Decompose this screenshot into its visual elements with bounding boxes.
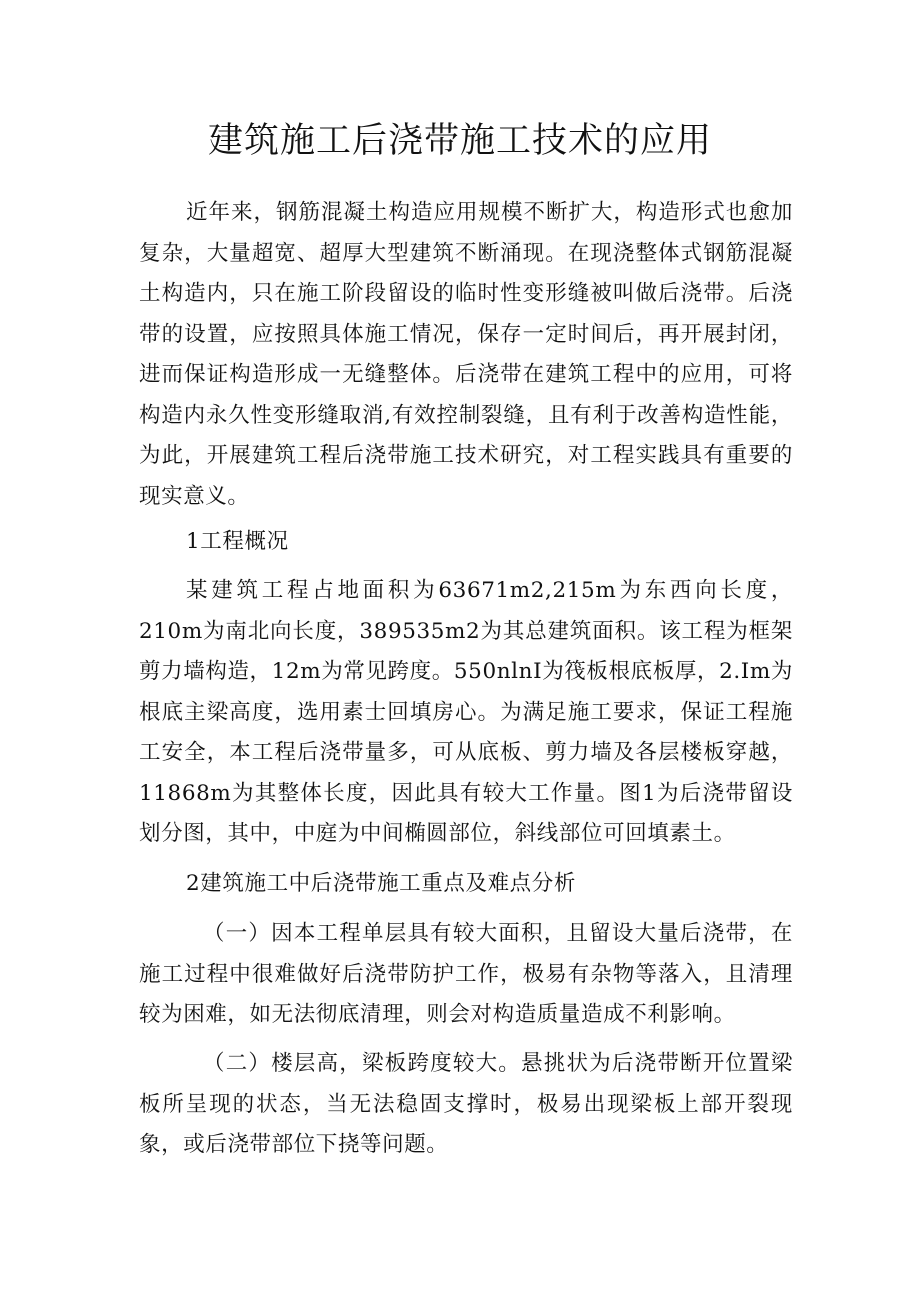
intro-paragraph: 近年来，钢筋混凝土构造应用规模不断扩大，构造形式也愈加复杂，大量超宽、超厚大型建筑不断涌现。在现浇整体式钢筋混凝土构造内，只在施工阶段留设的临时性变形缝被叫做后浇带。后浇带的设置，应按照具体施工情况，保存一定时间后，再开展封闭，进而保证构造形成一无缝整体。后浇带在建筑工程中的应用，可将构造内永久性变形缝取消,有效控制裂缝，且有利于改善构造性能，为此，开展建筑工程后浇带施工技术研究，对工程实践具有重要的现实意义。: [139, 200, 793, 509]
section-heading-2: 2建筑施工中后浇带施工重点及难点分析: [186, 871, 576, 896]
difficulty-point-1: （一）因本工程单层具有较大面积，且留设大量后浇带，在施工过程中很难做好后浇带防护工作，极易有杂物等落入，且清理较为困难，如无法彻底清理，则会对构造质量造成不利影响。: [139, 921, 793, 1027]
document-title: 建筑施工后浇带施工技术的应用: [207, 121, 712, 161]
difficulty-point-2: （二）楼层高，梁板跨度较大。悬挑状为后浇带断开位置梁板所呈现的状态，当无法稳固支撑时，极易出现梁板上部开裂现象，或后浇带部位下挠等问题。: [139, 1051, 793, 1157]
section-heading-1: 1工程概况: [186, 529, 289, 554]
overview-paragraph: 某建筑工程占地面积为63671m2,215m为东西向长度，210m为南北向长度，389535m2为其总建筑面积。该工程为框架剪力墙构造，12m为常见跨度。550nlnI为筏板根底板厚，2.Im为根底主梁高度，选用素士回填房心。为满足施工要求，保证工程施工安全，本工程后浇带量多，可从底板、剪力墙及各层楼板穿越，11868m为其整体长度，因此具有较大工作量。图1为后浇带留设划分图，其中，中庭为中间椭圆部位，斜线部位可回填素土。: [139, 578, 793, 846]
